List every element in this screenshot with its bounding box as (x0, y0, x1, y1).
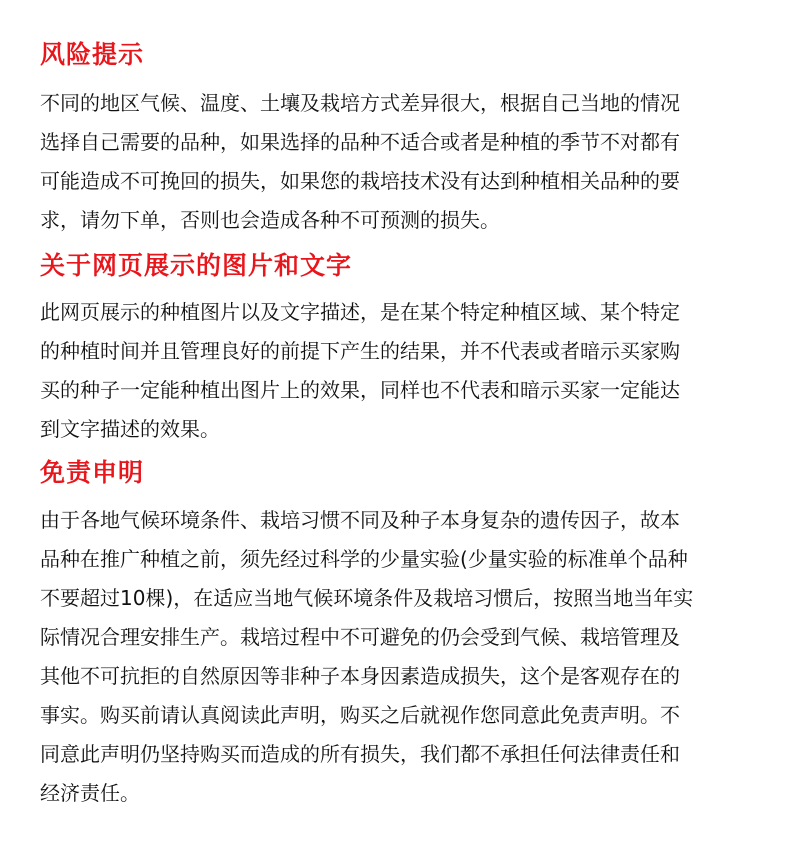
text-line: 不同的地区气候、温度、土壤及栽培方式差异很大，根据自己当地的情况 (40, 91, 680, 115)
text-line: 其他不可抗拒的自然原因等非种子本身因素造成损失，这个是客观存在的 (40, 664, 680, 688)
section-body-disclaimer (40, 501, 770, 813)
text-line: 求，请勿下单，否则也会造成各种不可预测的损失。 (40, 208, 500, 232)
text-line: 际情况合理安排生产。栽培过程中不可避免的仍会受到气候、栽培管理及 (40, 625, 680, 649)
section-body-images-text (40, 293, 770, 449)
text-line: 不要超过10棵)，在适应当地气候环境条件及栽培习惯后，按照当地当年实 (40, 586, 694, 610)
text-line: 买的种子一定能种植出图片上的效果，同样也不代表和暗示买家一定能达 (40, 378, 680, 402)
text-line: 同意此声明仍坚持购买而造成的所有损失，我们都不承担任何法律责任和 (40, 742, 680, 766)
text-line: 到文字描述的效果。 (40, 417, 220, 441)
text-line: 可能造成不可挽回的损失，如果您的栽培技术没有达到种植相关品种的要 (40, 169, 680, 193)
text-line: 品种在推广种植之前，须先经过科学的少量实验(少量实验的标准单个品种 (40, 547, 688, 571)
text-line: 此网页展示的种植图片以及文字描述，是在某个特定种植区域、某个特定 (40, 300, 680, 324)
text-line: 经济责任。 (40, 781, 140, 805)
text-line: 选择自己需要的品种，如果选择的品种不适合或者是种植的季节不对都有 (40, 130, 680, 154)
text-line: 事实。购买前请认真阅读此声明，购买之后就视作您同意此免责声明。不 (40, 703, 680, 727)
text-line: 由于各地气候环境条件、栽培习惯不同及种子本身复杂的遗传因子，故本 (40, 508, 680, 532)
section-title-disclaimer: 免责申明 (40, 458, 145, 487)
text-line: 的种植时间并且管理良好的前提下产生的结果，并不代表或者暗示买家购 (40, 339, 680, 363)
section-title-images-text: 关于网页展示的图片和文字 (40, 251, 353, 280)
section-body-risk (40, 84, 770, 240)
section-title-risk: 风险提示 (40, 40, 145, 69)
